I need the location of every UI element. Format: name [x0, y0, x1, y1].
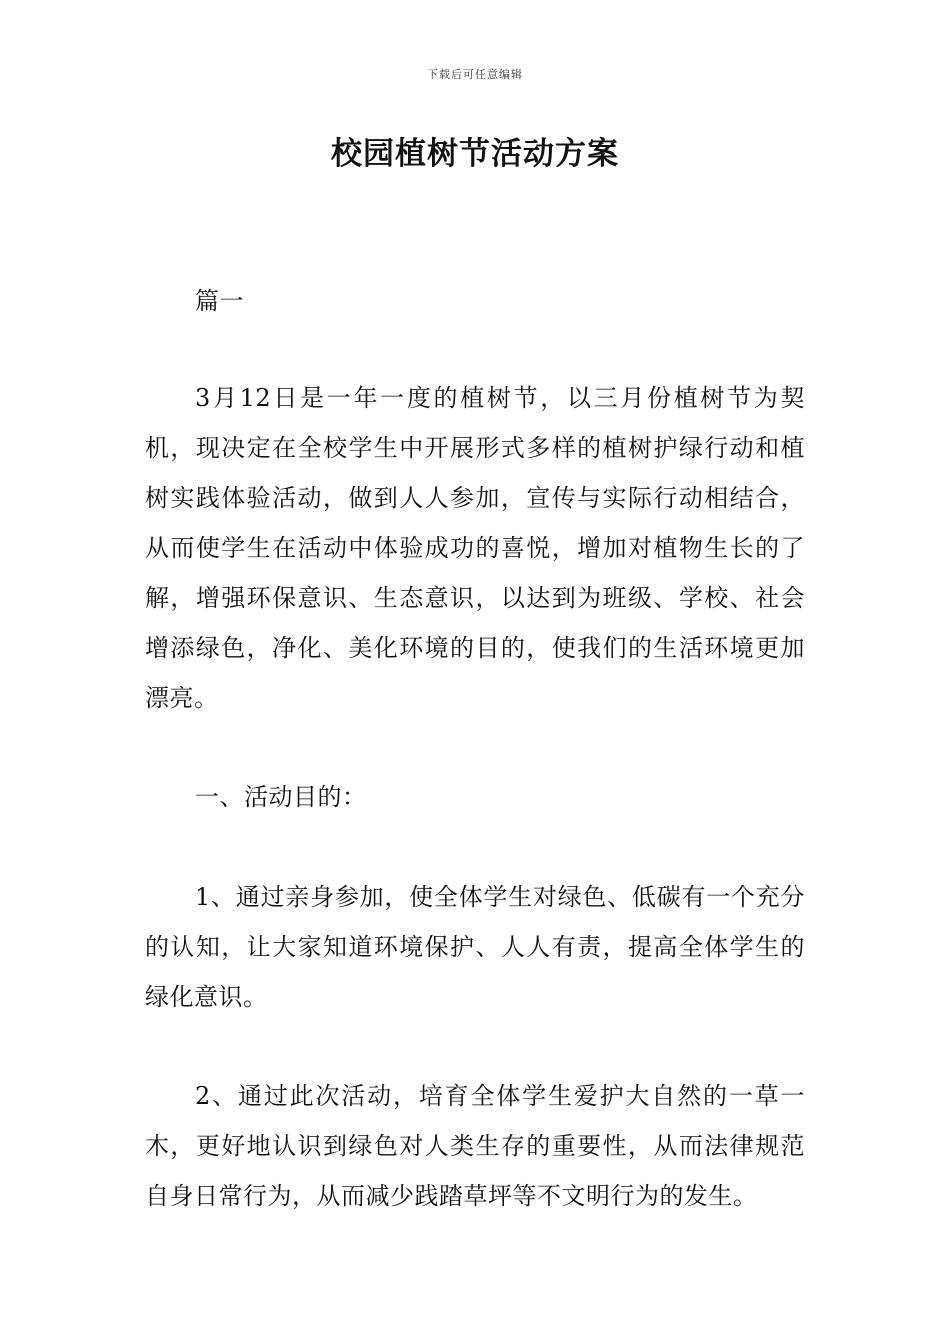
header-note: 下载后可任意编辑 — [427, 68, 523, 81]
section-heading-purpose: 一、活动目的： — [195, 783, 367, 811]
purpose-item-2: 2、通过此次活动，培育全体学生爱护大自然的一草一木，更好地认识到绿色对人类生存的重要性，从而法律规范自身日常行为，从而减少践踏草坪等不文明行为的发生。 — [145, 1082, 805, 1210]
document-title: 校园植树节活动方案 — [331, 136, 619, 172]
purpose-item-1: 1、通过亲身参加，使全体学生对绿色、低碳有一个充分的认知，让大家知道环境保护、人人有责，提高全体学生的绿化意识。 — [145, 883, 805, 1011]
section-label: 篇一 — [195, 287, 244, 315]
intro-paragraph: 3月12日是一年一度的植树节，以三月份植树节为契机，现决定在全校学生中开展形式多样的植树护绿行动和植树实践体验活动，做到人人参加，宣传与实际行动相结合，从而使学生在活动中体验成功的喜悦，增加对植物生长的了解，增强环保意识、生态意识，以达到为班级、学校、社会增添绿色，净化、美化环境的目的，使我们的生活环境更加漂亮。 — [145, 384, 805, 712]
